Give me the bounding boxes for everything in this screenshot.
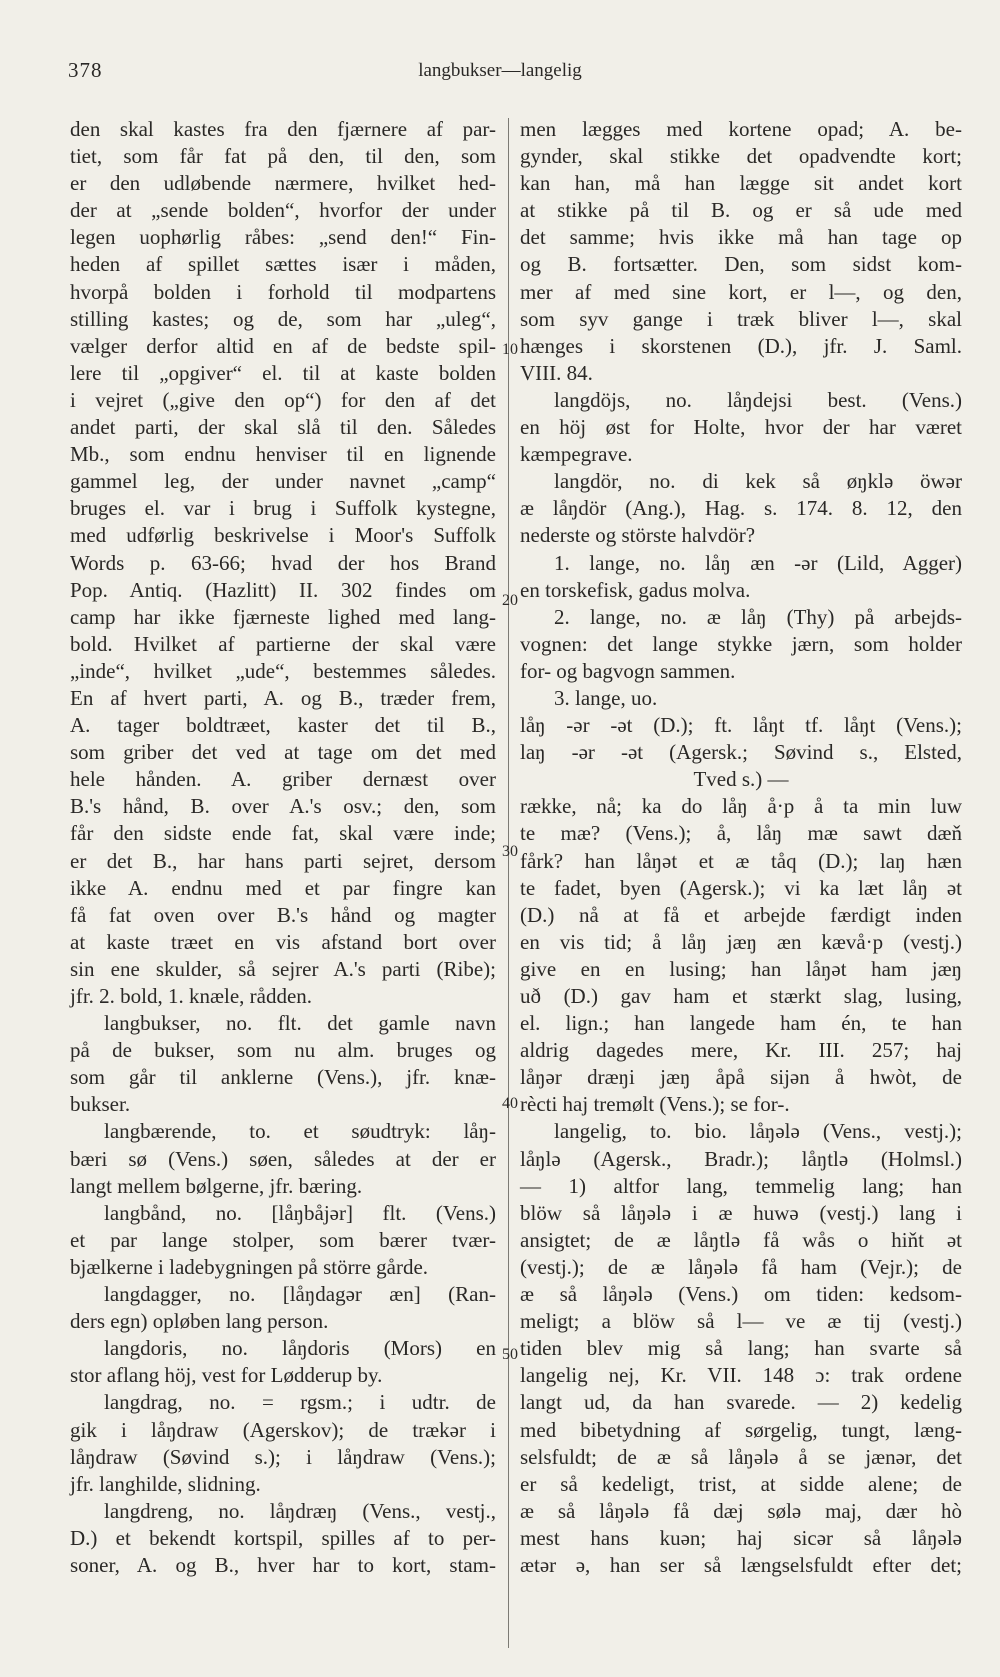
- text-line: (D.) nå at få et arbejde færdigt inden: [520, 902, 962, 927]
- left-column: [70, 116, 496, 1579]
- text-line: låŋ -ər -ət (D.); ft. låŋt tf. låŋt (Vens.);: [520, 713, 962, 738]
- text-line: VIII. 84.: [520, 360, 593, 385]
- text-line: for- og bagvogn sammen.: [520, 658, 736, 683]
- line-number-30: 30: [502, 843, 518, 860]
- text-line: vognen: det lange stykke jærn, som holder: [520, 631, 962, 656]
- text-line: hele hånden. A. griber dernæst over: [70, 767, 496, 792]
- text-line: bruges el. var i brug i Suffolk kystegne,: [70, 496, 496, 521]
- text-line: den skal kastes fra den fjærnere af par-: [70, 117, 496, 141]
- text-line: Mb., som endnu henviser til en lignende: [70, 442, 496, 467]
- line-number-50: 50: [502, 1346, 518, 1363]
- text-line: meligt; a blöw så l— ve æ tij (vestj.): [520, 1309, 962, 1334]
- text-line: langbånd, no. [låŋbåjər] flt. (Vens.): [104, 1200, 496, 1225]
- text-line: langbukser, no. flt. det gamle navn: [104, 1011, 496, 1036]
- text-line: låŋdraw (Søvind s.); i låŋdraw (Vens.);: [70, 1444, 496, 1469]
- text-line: ansigtet; de æ låŋtlə få wås o hiňt ət: [520, 1227, 962, 1252]
- text-line: der at „sende bolden“, hvorfor der under: [70, 198, 496, 223]
- text-line: 2. lange, no. æ låŋ (Thy) på arbejds-: [554, 604, 962, 629]
- text-line: er den udløbende nærmere, hvilket hed-: [70, 171, 496, 196]
- text-line: blöw så låŋələ i æ huwə (vestj.) lang i: [520, 1200, 962, 1225]
- text-line: el. lign.; han langede ham én, te han: [520, 1011, 962, 1036]
- text-line: gammel leg, der under navnet „camp“: [70, 469, 496, 494]
- text-line: te fadet, byen (Agersk.); vi ka læt låŋ ət: [520, 875, 962, 900]
- line-number-40: 40: [502, 1095, 518, 1112]
- text-line: som syv gange i træk bliver l—, skal: [520, 306, 962, 331]
- text-line: tiden blev mig så lang; han svarte så: [520, 1336, 962, 1361]
- text-line: te mæ? (Vens.); å, låŋ mæ sawt dæň: [520, 821, 962, 846]
- text-line: langbærende, to. et søudtryk: låŋ-: [104, 1119, 496, 1144]
- text-line: æ så låŋələ (Vens.) om tiden: kedsom-: [520, 1282, 962, 1307]
- text-line: med udførlig beskrivelse i Moor's Suffolk: [70, 523, 496, 548]
- text-line: ikke A. endnu med et par fingre kan: [70, 875, 496, 900]
- text-line: (vestj.); de æ låŋələ få ham (Vejr.); de: [520, 1254, 962, 1279]
- text-line: jfr. langhilde, slidning.: [70, 1471, 261, 1496]
- text-line: låŋlə (Agersk., Bradr.); låŋtlə (Holmsl.): [520, 1146, 962, 1171]
- text-line: ders egn) opløben lang person.: [70, 1309, 329, 1334]
- text-line: aldrig dagedes mere, Kr. III. 257; haj: [520, 1038, 962, 1063]
- text-line: er så kedeligt, trist, at sidde alene; de: [520, 1471, 962, 1496]
- text-line: langdoris, no. låŋdoris (Mors) en: [104, 1336, 496, 1361]
- text-line: gynder, skal stikke det opadvendte kort;: [520, 144, 962, 169]
- text-line: D.) et bekendt kortspil, spilles af to per-: [70, 1525, 496, 1550]
- line-number-20: 20: [502, 592, 518, 609]
- text-line: men lægges med kortene opad; A. be-: [520, 117, 962, 141]
- text-line: nederste og störste halvdör?: [520, 523, 756, 548]
- text-line: Words p. 63-66; hvad der hos Brand: [70, 550, 496, 575]
- text-line: bæri sø (Vens.) søen, således at der er: [70, 1146, 496, 1171]
- text-line: låŋər dræŋi jæŋ åpå sijən å hwòt, de: [520, 1065, 962, 1090]
- text-line: rècti haj tremølt (Vens.); se for-.: [520, 1092, 790, 1117]
- text-line: gik i låŋdraw (Agerskov); de trækər i: [70, 1417, 496, 1442]
- text-line: mer af med sine kort, er l—, og den,: [520, 279, 962, 304]
- text-line: tiet, som får fat på den, til den, som: [70, 144, 496, 169]
- text-line: er det B., har hans parti sejret, dersom: [70, 848, 496, 873]
- text-line: langelig, to. bio. låŋələ (Vens., vestj.);: [554, 1119, 962, 1144]
- text-line: en vis tid; å låŋ jæŋ æn kævå·p (vestj.): [520, 929, 962, 954]
- text-line: uð (D.) gav ham et stærkt slag, lusing,: [520, 984, 962, 1008]
- text-line: ætər ə, han ser så længselsfuldt efter det;: [520, 1552, 962, 1577]
- text-line: sin ene skulder, så sejrer A.'s parti (Ribe);: [70, 956, 496, 981]
- text-line: langt ud, da han svarede. — 2) kedelig: [520, 1390, 962, 1415]
- text-line: og B. fortsætter. Den, som sidst kom-: [520, 252, 962, 277]
- text-line: hænges i skorstenen (D.), jfr. J. Saml.: [520, 333, 962, 358]
- text-line: selsfuldt; de æ så låŋələ å se jænər, det: [520, 1444, 962, 1469]
- text-line: som griber det ved at tage om det med: [70, 740, 496, 765]
- text-line: i vejret („give den op“) for den af det: [70, 387, 496, 412]
- text-line: langdör, no. di kek så øŋklə öwər: [554, 469, 962, 494]
- text-line: at kaste træet en vis afstand bort over: [70, 929, 496, 954]
- text-line: soner, A. og B., hver har to kort, stam-: [70, 1552, 496, 1577]
- text-line: kan han, må han lægge sit andet kort: [520, 171, 962, 196]
- text-line: får den sidste ende fat, skal være inde;: [70, 821, 496, 846]
- text-line: laŋ -ər -ət (Agersk.; Søvind s., Elsted,: [520, 740, 962, 765]
- text-line: — 1) altfor lang, temmelig lang; han: [520, 1173, 962, 1198]
- text-line: stor aflang höj, vest for Lødderup by.: [70, 1363, 383, 1388]
- text-line: Pop. Antiq. (Hazlitt) II. 302 findes om: [70, 577, 496, 602]
- page-number: 378: [68, 58, 103, 82]
- text-line: langt mellem bølgerne, jfr. bæring.: [70, 1173, 363, 1198]
- text-line: hvorpå bolden i forhold til modpartens: [70, 279, 496, 304]
- text-line: langdöjs, no. låŋdejsi best. (Vens.): [554, 387, 962, 412]
- text-line: langdrag, no. = rgsm.; i udtr. de: [104, 1390, 496, 1415]
- text-line: jfr. 2. bold, 1. knæle, rådden.: [70, 984, 313, 1008]
- text-line: 1. lange, no. låŋ æn -ər (Lild, Agger): [554, 550, 962, 575]
- text-line: andet parti, der skal slå til den. Således: [70, 415, 496, 440]
- text-line: få fat oven over B.'s hånd og magter: [70, 902, 496, 927]
- text-line: bukser.: [70, 1092, 131, 1117]
- text-line: mest hans kuən; haj sicər så låŋələ: [520, 1525, 962, 1550]
- text-line: langelig nej, Kr. VII. 148 ɔ: trak ordene: [520, 1363, 962, 1388]
- text-line: bold. Hvilket af partierne der skal være: [70, 631, 496, 656]
- text-line: langdreng, no. låŋdræŋ (Vens., vestj.,: [104, 1498, 496, 1523]
- text-line: som går til anklerne (Vens.), jfr. knæ-: [70, 1065, 496, 1090]
- text-line: lere til „opgiver“ el. til at kaste bolden: [70, 360, 496, 385]
- text-line: bjælkerne i ladebygningen på större gårde.: [70, 1254, 429, 1279]
- text-line: B.'s hånd, B. over A.'s osv.; den, som: [70, 794, 496, 819]
- text-line: „inde“, hvilket „ude“, bestemmes således.: [70, 658, 496, 683]
- text-line: heden af spillet sættes især i måden,: [70, 252, 496, 277]
- text-line: langdagger, no. [låŋdagər æn] (Ran-: [104, 1282, 496, 1307]
- text-line: en torskefisk, gadus molva.: [520, 577, 751, 602]
- running-head: langbukser—langelig: [418, 60, 582, 81]
- text-line: fårk? han låŋət et æ tåq (D.); laŋ hæn: [520, 848, 962, 873]
- text-line: give en en lusing; han låŋət ham jæŋ: [520, 956, 962, 981]
- text-line: En af hvert parti, A. og B., træder frem,: [70, 685, 496, 710]
- text-line: det samme; hvis ikke må han tage op: [520, 225, 962, 250]
- text-line: 3. lange, uo.: [554, 685, 658, 710]
- text-line: række, nå; ka do låŋ å·p å ta min luw: [520, 794, 962, 819]
- text-line: legen uophørlig råbes: „send den!“ Fin-: [70, 225, 496, 250]
- text-line: kæmpegrave.: [520, 442, 633, 467]
- text-line: et par lange stolper, som bærer tvær-: [70, 1227, 496, 1252]
- text-line: camp har ikke fjærneste lighed med lang-: [70, 604, 496, 629]
- text-line: stilling kastes; og de, som har „uleg“,: [70, 306, 496, 331]
- text-line: Tved s.) —: [693, 767, 789, 792]
- text-line: at stikke på til B. og er så ude med: [520, 198, 962, 223]
- right-column: [520, 116, 962, 1579]
- text-line: en höj øst for Holte, hvor der har været: [520, 415, 962, 440]
- text-line: A. tager boldtræet, kaster det til B.,: [70, 713, 496, 738]
- text-line: æ så låŋələ få dæj sølə maj, dær hò: [520, 1498, 962, 1523]
- text-line: æ låŋdör (Ang.), Hag. s. 174. 8. 12, den: [520, 496, 962, 521]
- line-number-10: 10: [502, 341, 518, 358]
- text-line: vælger derfor altid en af de bedste spil-: [70, 333, 496, 358]
- text-line: med bibetydning af sørgelig, tungt, læng-: [520, 1417, 962, 1442]
- text-line: på de bukser, som nu alm. bruges og: [70, 1038, 496, 1063]
